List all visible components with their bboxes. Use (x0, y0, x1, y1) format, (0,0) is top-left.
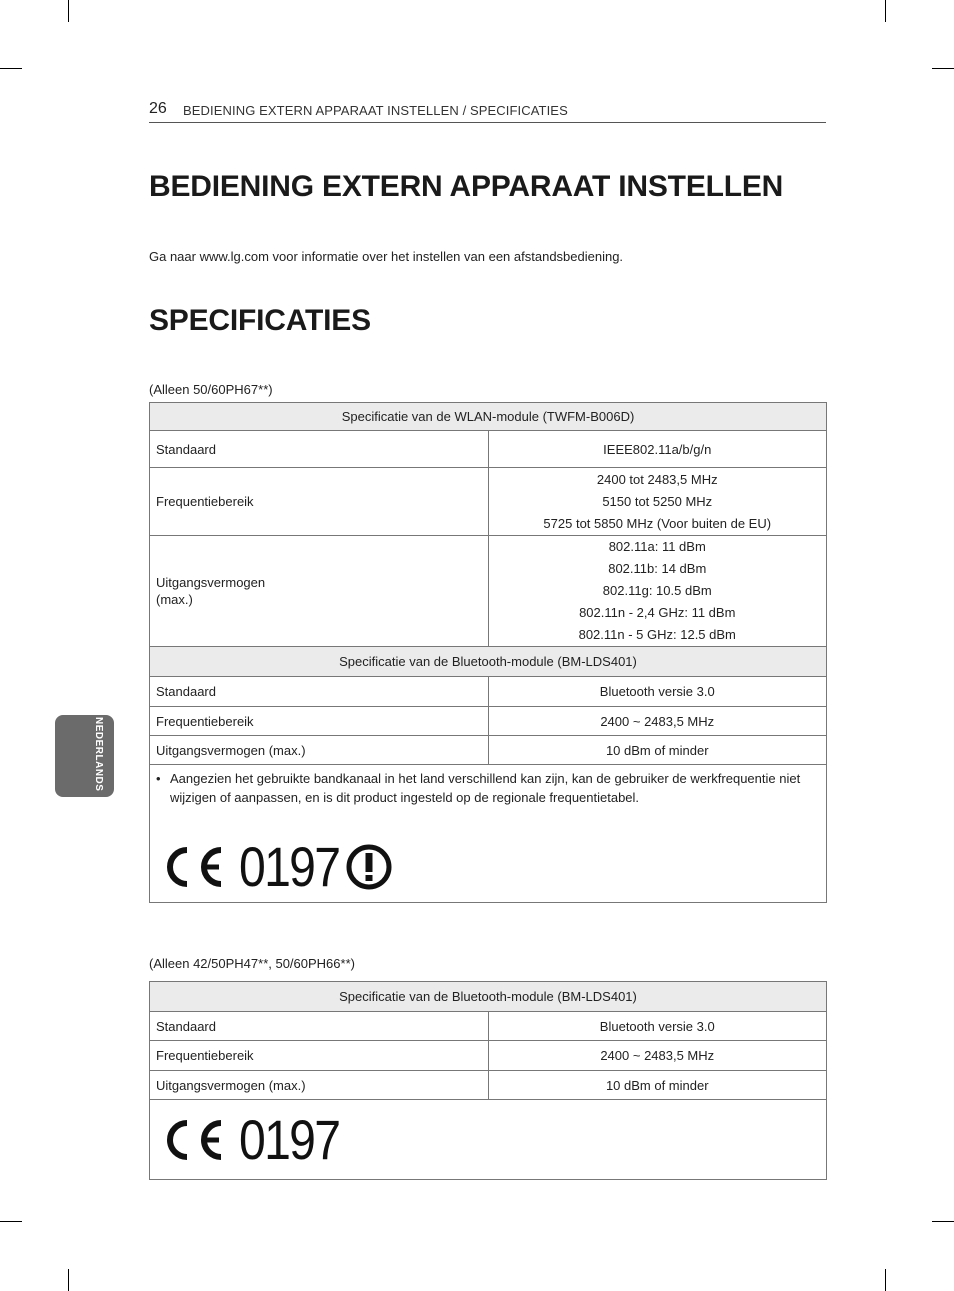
wlan-header: Specificatie van de WLAN-module (TWFM-B006D) (150, 403, 827, 431)
crop-mark (0, 1221, 22, 1222)
page-header (149, 100, 826, 123)
value-line: 802.11n - 5 GHz: 12.5 dBm (578, 627, 736, 642)
table-row-value: Bluetooth versie 3.0 (488, 1012, 827, 1041)
label-text: Uitgangsvermogen (max.) (156, 575, 266, 607)
table-row-label: Standaard (150, 431, 489, 468)
note-text: Aangezien het gebruikte bandkanaal in het land verschillend kan zijn, kan de gebruiker de werkfrequentie niet wijzigen of aanpassen, en is dit product ingesteld op de regionale frequentietabel. (170, 771, 801, 805)
notified-body-number: 0197 (239, 1107, 340, 1171)
crop-mark (68, 1269, 69, 1291)
note-item (156, 769, 820, 807)
spec-table-2 (149, 981, 827, 1180)
value-line: 802.11a: 11 dBm (608, 539, 706, 554)
crop-mark (68, 0, 69, 22)
notified-body-number: 0197 (239, 835, 340, 898)
crop-mark (932, 1221, 954, 1222)
section-title-remote: BEDIENING EXTERN APPARAAT INSTELLEN (149, 170, 784, 203)
table-row-value (488, 468, 827, 536)
table-row-label (150, 536, 489, 647)
table-row-label: Uitgangsvermogen (max.) (150, 736, 489, 765)
bt-header: Specificatie van de Bluetooth-module (BM-LDS401) (150, 982, 827, 1012)
table-row-label: Standaard (150, 677, 489, 707)
note-cell (150, 765, 827, 903)
table-row-value: 2400 ~ 2483,5 MHz (488, 1041, 827, 1071)
bullet-icon: • (156, 771, 161, 786)
running-head: BEDIENING EXTERN APPARAAT INSTELLEN / SPECIFICATIES (183, 103, 568, 118)
table-row-value: 10 dBm of minder (488, 736, 827, 765)
crop-mark (885, 0, 886, 22)
spec-table-1 (149, 402, 827, 903)
section-title-specs: SPECIFICATIES (149, 304, 371, 337)
table-row-value: IEEE802.11a/b/g/n (488, 431, 827, 468)
value-line: 5150 tot 5250 MHz (602, 493, 713, 509)
table1-caption: (Alleen 50/60PH67**) (149, 382, 273, 397)
section-intro-text: Ga naar www.lg.com voor informatie over het instellen van een afstandsbediening. (149, 249, 624, 264)
table-row-value: 10 dBm of minder (488, 1071, 827, 1100)
language-tab (55, 715, 114, 797)
value-line: 2400 tot 2483,5 MHz (596, 471, 718, 487)
value-line: 802.11g: 10.5 dBm (602, 583, 712, 598)
ce-mark-alert (159, 835, 820, 898)
table-row-label: Frequentiebereik (150, 1041, 489, 1071)
value-line: 802.11b: 14 dBm (608, 561, 707, 576)
mark-cell (150, 1100, 827, 1180)
table-row-label: Standaard (150, 1012, 489, 1041)
alert-icon (344, 842, 394, 892)
page-number: 26 (149, 100, 167, 117)
ce-logo-icon (159, 844, 225, 890)
crop-mark (0, 68, 22, 69)
ce-logo-icon (159, 1117, 225, 1163)
ce-mark (159, 1107, 820, 1171)
table-row-label: Uitgangsvermogen (max.) (150, 1071, 489, 1100)
table-row-label: Frequentiebereik (150, 707, 489, 736)
language-tab-label: NEDERLANDS (93, 717, 104, 792)
value-line: 5725 tot 5850 MHz (Voor buiten de EU) (543, 515, 772, 531)
table-row-value: Bluetooth versie 3.0 (488, 677, 827, 707)
crop-mark (932, 68, 954, 69)
table2-caption: (Alleen 42/50PH47**, 50/60PH66**) (149, 956, 355, 971)
table-row-value: 2400 ~ 2483,5 MHz (488, 707, 827, 736)
table-row-value (488, 536, 827, 647)
crop-mark (885, 1269, 886, 1291)
table-row-label: Frequentiebereik (150, 468, 489, 536)
value-line: 802.11n - 2,4 GHz: 11 dBm (579, 605, 736, 620)
bt-header: Specificatie van de Bluetooth-module (BM-LDS401) (150, 647, 827, 677)
